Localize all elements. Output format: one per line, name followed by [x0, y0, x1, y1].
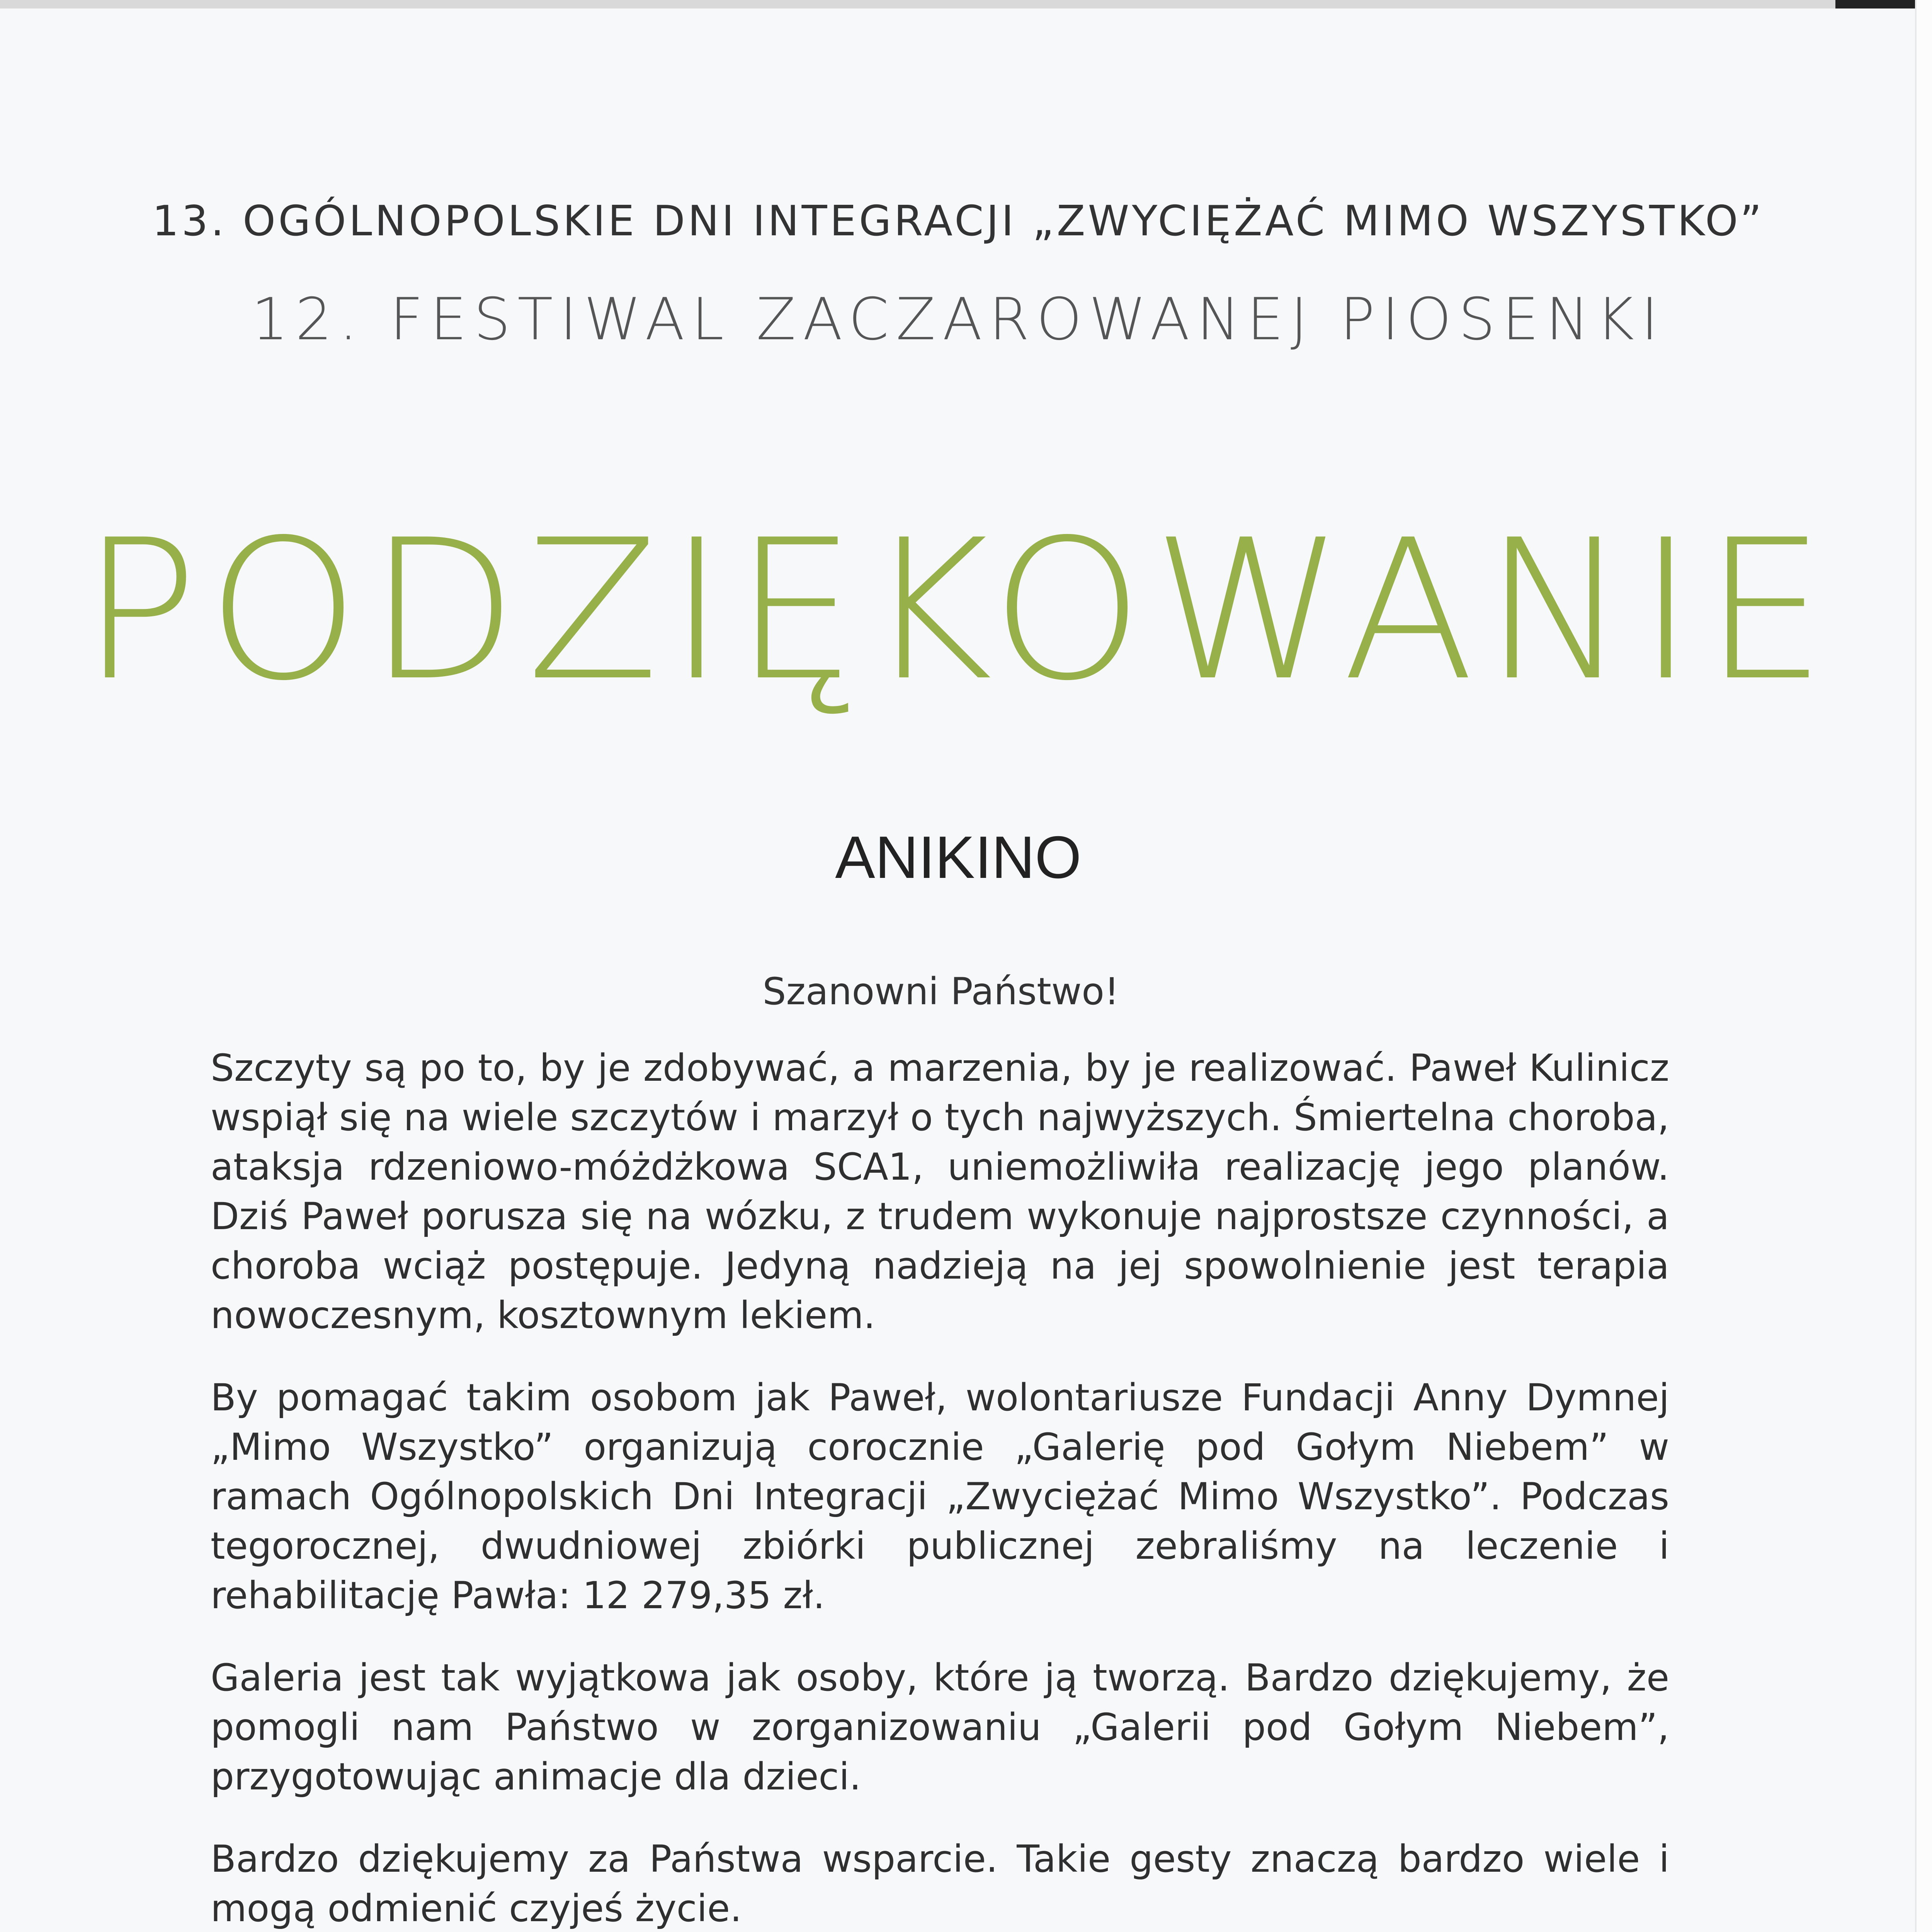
paragraph: By pomagać takim osobom jak Paweł, wolontariusze Fundacji Anny Dymnej „Mimo Wszystko” organizują corocznie „Galerię pod Gołym Niebem” w ramach Ogólnopolskich Dni Integracji „Zwyciężać Mimo Wszystko”. Podczas tegorocznej, dwudniowej zbiórki publicznej zebraliśmy na leczenie i rehabilitację Pawła: 12 279,35 zł.	[211, 1376, 1669, 1617]
document-title: PODZIĘKOWANIE	[81, 498, 1835, 723]
scan-right-edge	[1915, 0, 1932, 1932]
festival-title: 12. FESTIWAL ZACZAROWANEJ PIOSENKI	[251, 286, 1665, 353]
event-title: 13. OGÓLNOPOLSKIE DNI INTEGRACJI „ZWYCIĘŻAĆ MIMO WSZYSTKO”	[152, 197, 1764, 245]
scan-top-edge	[0, 0, 1932, 9]
letter-body	[211, 1043, 1669, 1932]
paragraph: Bardzo dziękujemy za Państwa wsparcie. Takie gesty znaczą bardzo wiele i mogą odmienić czyjeś życie.	[211, 1837, 1669, 1930]
recipient-name: ANIKINO	[835, 824, 1082, 891]
greeting: Szanowni Państwo!	[762, 970, 1119, 1013]
paragraph: Galeria jest tak wyjątkowa jak osoby, które ją tworzą. Bardzo dziękujemy, że pomogli nam Państwo w zorganizowaniu „Galerii pod Gołym Niebem”, przygotowując animacje dla dzieci.	[211, 1656, 1669, 1798]
paragraph: Szczyty są po to, by je zdobywać, a marzenia, by je realizować. Paweł Kulinicz wspiął się na wiele szczytów i marzył o tych najwyższych. Śmiertelna choroba, ataksja rdzeniowo-móżdżkowa SCA1, uniemożliwiła realizację jego planów. Dziś Paweł porusza się na wózku, z trudem wykonuje najprostsze czynności, a choroba wciąż postępuje. Jedyną nadzieją na jej spowolnienie jest terapia nowoczesnym, kosztownym lekiem.	[211, 1046, 1669, 1337]
